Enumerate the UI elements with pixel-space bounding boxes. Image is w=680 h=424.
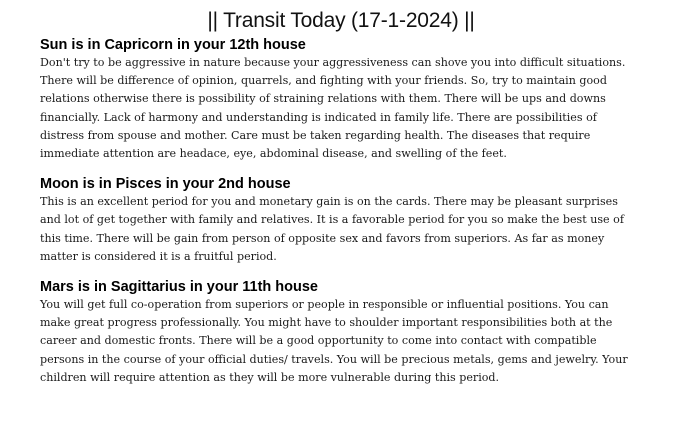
section-heading-mars: Mars is in Sagittarius in your 11th house (40, 279, 318, 296)
section-body-moon: This is an excellent period for you and monetary gain is on the cards. There may be pleasant surprises and lot of get together with family and relatives. It is a favorable period for you so make the best use of this time. There will be gain from person of opposite sex and favors from superiors. As far as money matter is considered it is a fruitful period. (40, 195, 624, 263)
section-heading-moon: Moon is in Pisces in your 2nd house (40, 176, 291, 193)
section-moon (40, 175, 642, 266)
section-heading-sun: Sun is in Capricorn in your 12th house (40, 37, 306, 53)
section-mars (40, 278, 642, 387)
page-title: || Transit Today (17-1-2024) || (207, 9, 475, 32)
section-body-mars: You will get full co-operation from superiors or people in responsible or influential positions. You can make great progress professionally. You might have to shoulder important responsibilities both at the career and domestic fronts. There will be a good opportunity to come into contact with compatible persons in the course of your official duties/ travels. You will be precious metals, gems and jewelry. Your children will require attention as they will be more vulnerable during this period. (40, 298, 628, 384)
section-body-sun: Don't try to be aggressive in nature because your aggressiveness can shove you into difficult situations. There will be difference of opinion, quarrels, and fighting with your friends. So, try to maintain good relations otherwise there is possibility of straining relations with them. There will be ups and downs financially. Lack of harmony and understanding is indicated in family life. There are possibilities of distress from spouse and mother. Care must be taken regarding health. The diseases that require immediate attention are headace, eye, abdominal disease, and swelling of the feet. (40, 56, 626, 161)
section-sun (40, 36, 642, 163)
